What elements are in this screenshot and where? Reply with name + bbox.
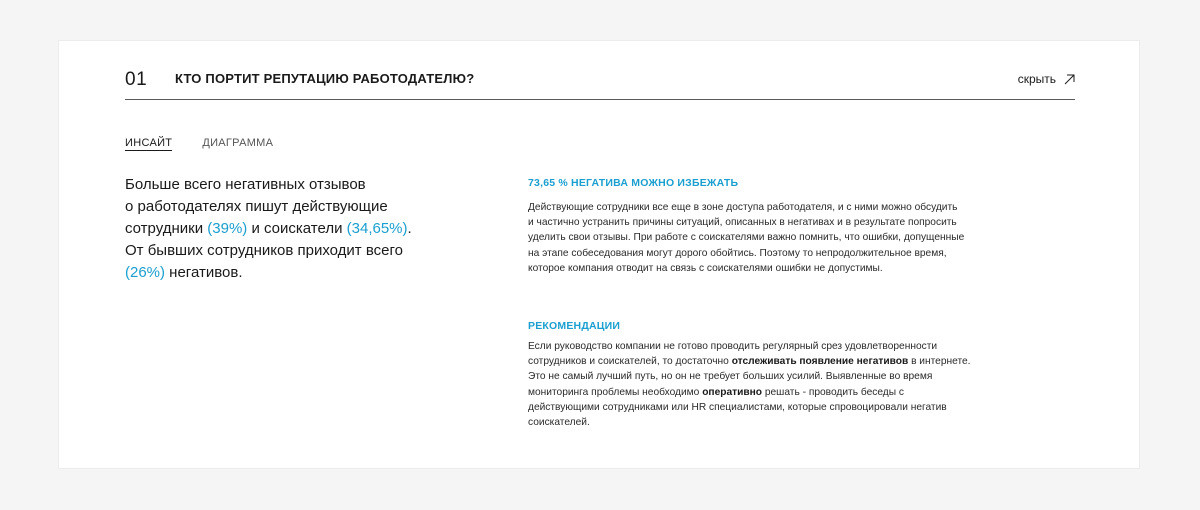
insight-line: Больше всего негативных отзывов: [125, 176, 366, 193]
section-number: 01: [125, 69, 148, 90]
former-employees-percent: (26%): [125, 264, 166, 281]
view-tabs: [125, 137, 273, 151]
insight-text: [125, 174, 455, 284]
insight-card: [58, 40, 1140, 469]
tab-diagram[interactable]: ДИАГРАММА: [202, 137, 274, 149]
recommendations-text: Если руководство компании не готово проводить регулярный срез удовлетворенности сотрудников и соискателей, то достаточно отслеживать появление негативов в интернете. Это не самый лучший путь, но он не требует больших усилий. Выявленные во время мониторинга проблемы необходимо оперативно решать - проводить беседы с действующими сотрудниками или HR специалистами, которые спровоцировали негатив соискателей.: [528, 341, 971, 429]
hide-button[interactable]: [1018, 72, 1075, 86]
hide-label: скрыть: [1017, 72, 1056, 86]
arrow-up-right-icon: [1064, 74, 1075, 85]
insight-line: сотрудники (39%) и соискатели (34,65%).: [125, 220, 412, 237]
tab-insight[interactable]: ИНСАЙТ: [125, 137, 173, 149]
employees-percent: (39%): [207, 220, 248, 237]
insight-line: (26%) негативов.: [125, 264, 243, 281]
section-title: КТО ПОРТИТ РЕПУТАЦИЮ РАБОТОДАТЕЛЮ?: [175, 71, 475, 86]
avoidable-negative-heading: 73,65 % НЕГАТИВА МОЖНО ИЗБЕЖАТЬ: [528, 177, 739, 189]
avoidable-negative-text: Действующие сотрудники все еще в зоне доступа работодателя, и с ними можно обсудить и частично устранить причины ситуаций, описанных в негативах и в результате попросить уделить свои отзывы. При работе с соискателями важно помнить, что ошибки, допущенные на этапе собеседования могут дорого обойтись. Поэтому то непродолжительное время, которое компания отводит на связь с соискателями ошибки не допустимы.: [528, 202, 965, 274]
insight-line: о работодателях пишут действующие: [125, 198, 388, 215]
insight-line: От бывших сотрудников приходит всего: [125, 242, 403, 259]
recommendations-heading: РЕКОМЕНДАЦИИ: [528, 320, 621, 332]
card-header: [125, 65, 1075, 100]
applicants-percent: (34,65%): [346, 220, 408, 237]
